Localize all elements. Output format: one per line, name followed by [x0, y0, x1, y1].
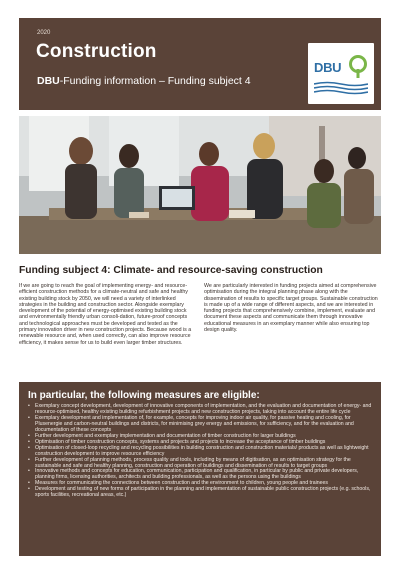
list-item: • Further development of planning methods, process quality and tools, including by means of digitisation, as an optimisation strategy for the sustainable and safe and healthy planning, construction and operation of buildings and dissemination of results to target groups	[28, 458, 376, 470]
logo-text: DBU	[314, 60, 342, 75]
section-title: Funding subject 4: Climate- and resource-saving construction	[19, 265, 323, 276]
team-photo	[19, 116, 381, 254]
list-item: • Innovative methods and concepts for education, communication, participation and qualification, in particular by public and private developers, planning firms, licensing authorities, architects and building professionals, as well as the persons using the buildings	[28, 469, 376, 481]
list-item: • Optimisation of timber construction concepts, systems and projects and projects to increase the acceptance of timber buildings	[28, 440, 376, 446]
list-item: • Optimisation of closed-loop recycling and recycling possibilities in building construction and construction materials/ products as well as lightweight construction development to improve resource efficiency	[28, 446, 376, 458]
measures-list	[28, 404, 376, 499]
measures-title: In particular, the following measures are eligible:	[28, 390, 260, 401]
list-item: • Exemplary development and implementation of, for example, concepts for improving indoor air quality, for passive heating and cooling, for Plusenergie and carbon-neutral buildings and districts, for minimising grey energy and emissions, for sufficiency, and for the evaluation and documentation of these concepts	[28, 416, 376, 434]
page-subtitle	[37, 75, 251, 87]
measures-box	[19, 382, 381, 556]
list-item: • Development and testing of new forms of participation in the planning and implementation of sustainable public construction projects (e.g. schools, sports facilities, recreational areas, etc.)	[28, 487, 376, 499]
subtitle-rest: -Funding information – Funding subject 4	[59, 75, 251, 87]
list-item: • Measures for communicating the connections between construction and the environment to children, young people and trainees	[28, 481, 376, 487]
year-label: 2020	[37, 30, 51, 36]
list-item: • Exemplary concept development, development of innovative components of implementation, and the evaluation and documentation of energy- and resource-optimised, healthy existing building refurbishment projects and new construction projects, taking into account the entire life cycle	[28, 404, 376, 416]
subtitle-dbu: DBU	[37, 75, 60, 87]
dbu-logo	[308, 43, 374, 104]
tree-icon	[348, 55, 368, 79]
intro-text-left: If we are going to reach the goal of implementing energy- and resource-efficient construction methods for a climate-neutral and safe and healthy existing building stock by 2050, we will need a variety of interlinked strategies in the building and construction sector. Alongside exemplary development of the potential of energy-optimised existing building stock and environmentally friendly urban consoli-dation, future-proof concepts and technological approaches must be developed and tested as the primary innovation driver in new construction projects. Because wood is a renewable resource and, when used correctly, can also improve resource efficiency, it makes sense for us to build even larger timber structures.	[19, 283, 192, 346]
intro-text-right: We are particularly interested in funding projects aimed at comprehensive optimisation during the integral planning phase along with the dissemination of results to specific target groups. Sustainable construction is made up of a wide range of different aspects, and we are interested in funding projects that comprehensively combine, implement, evaluate and document these aspects and communicate them through innovative educational measures in an exemplary manner while also ensuring top design quality.	[204, 283, 378, 334]
page-title: Construction	[36, 41, 157, 62]
waves-icon	[314, 81, 368, 95]
list-item: • Further development and exemplary implementation and documentation of timber construction for larger buildings	[28, 434, 376, 440]
header-banner	[19, 18, 381, 110]
